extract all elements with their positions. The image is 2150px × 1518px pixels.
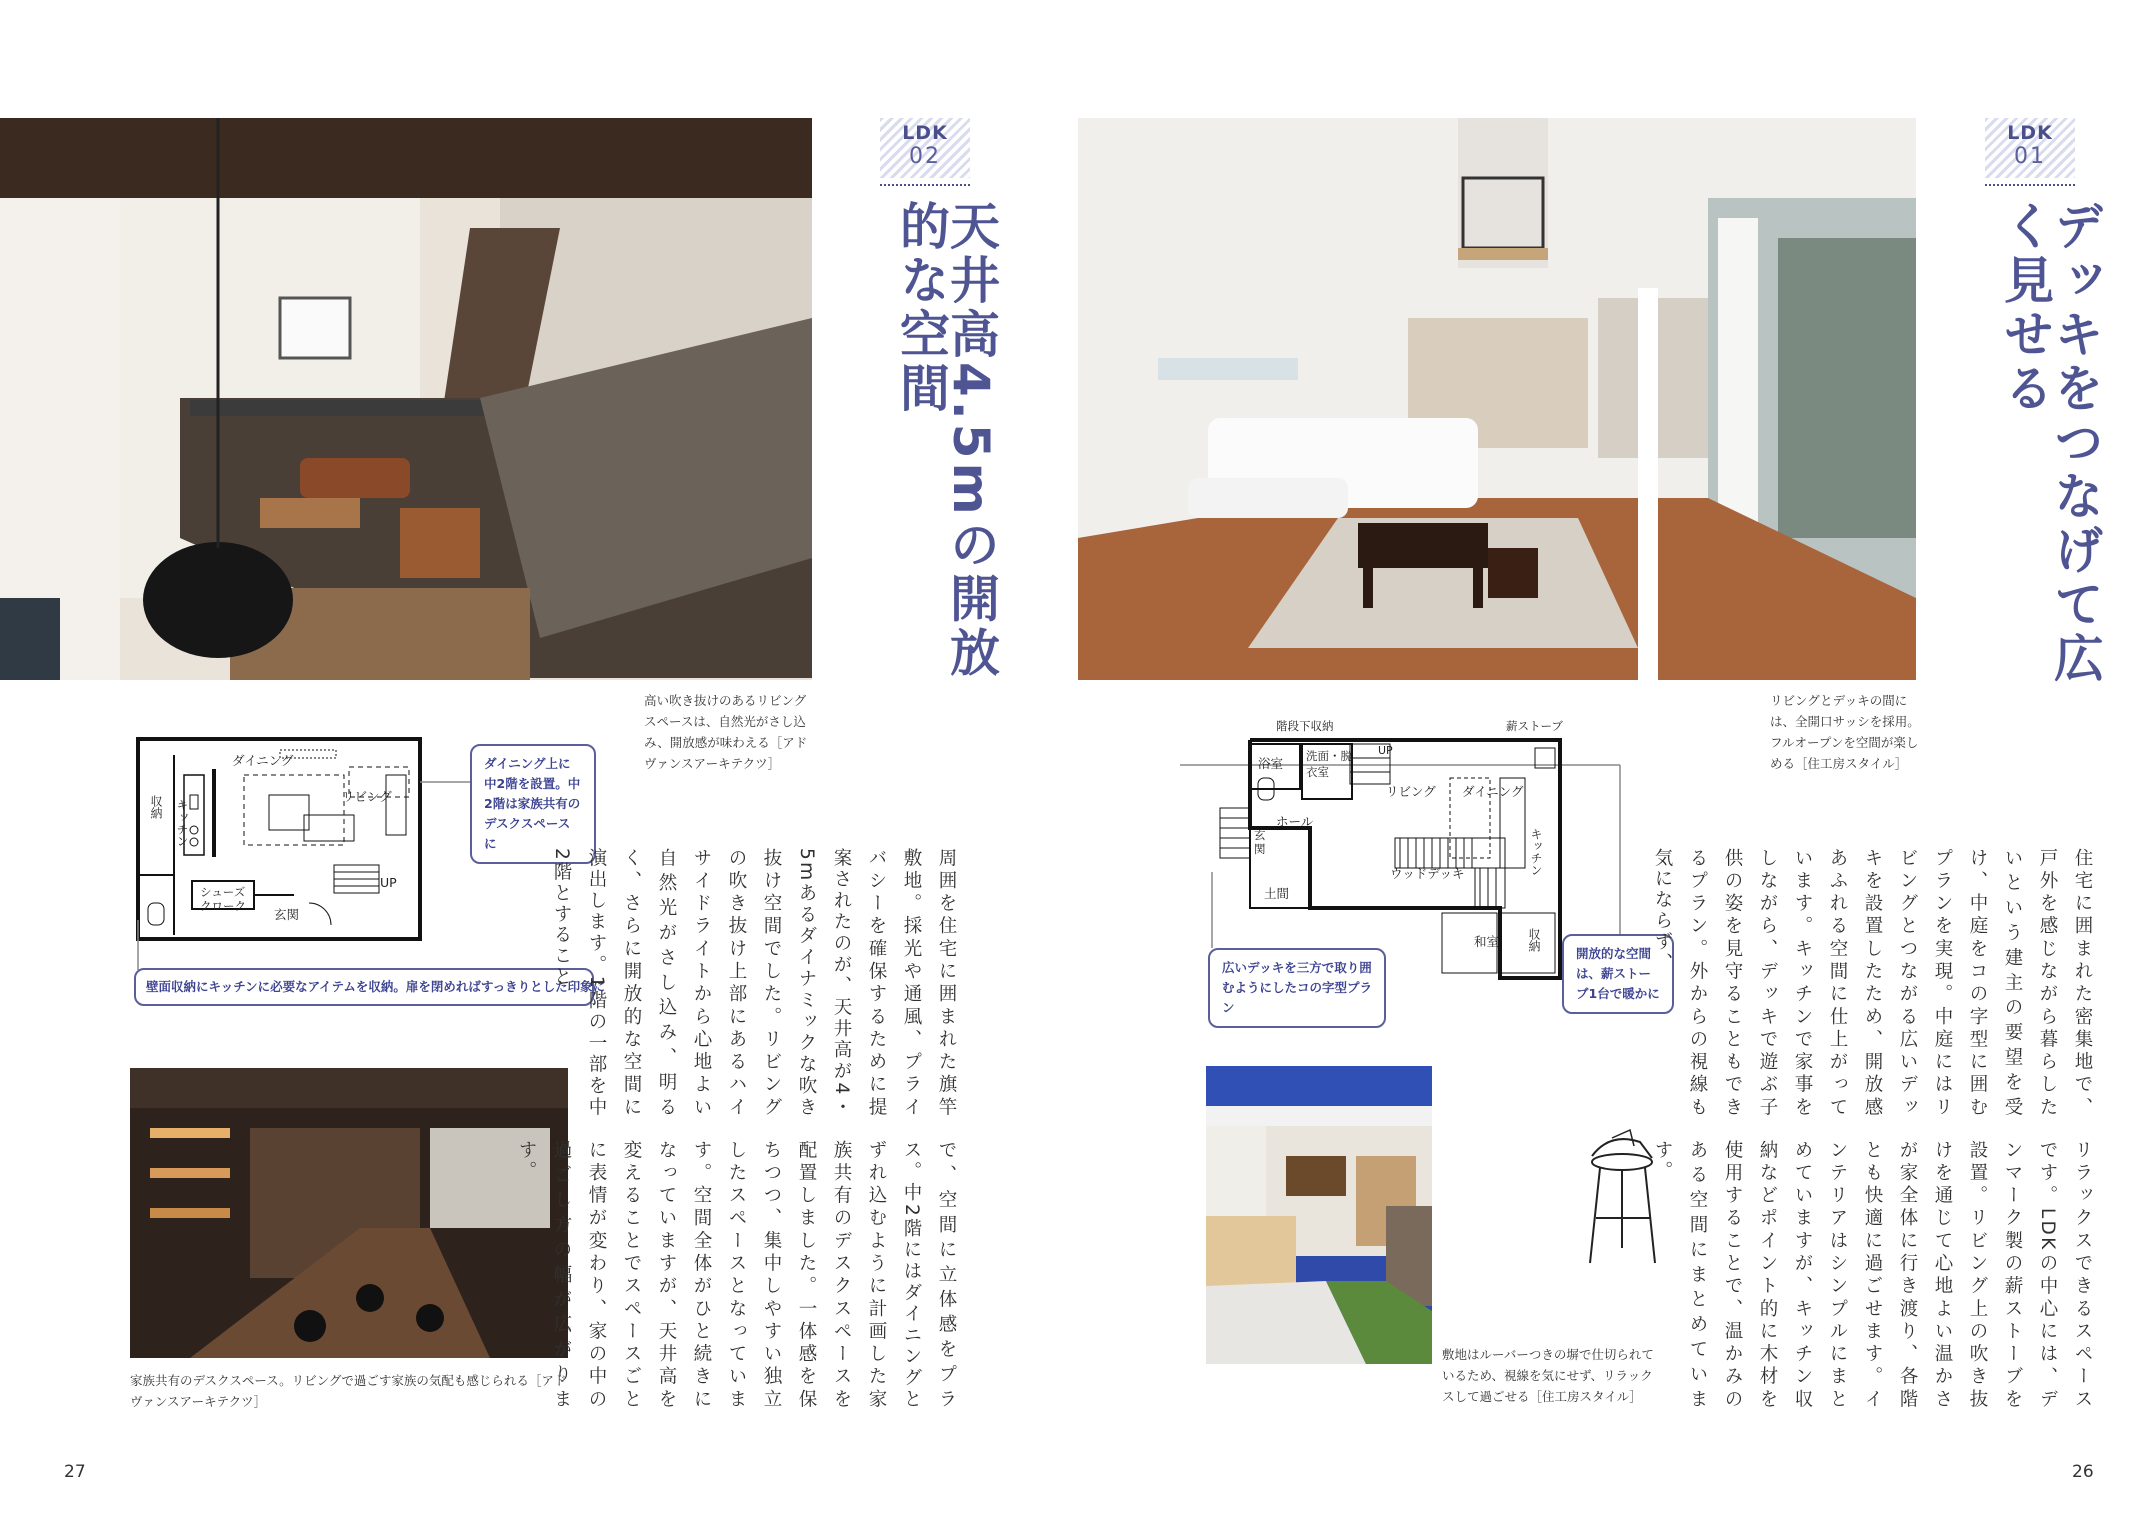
living-photo-caption: 高い吹き抜けのあるリビングスペースは、自然光がさし込み、開放感が味わえる［アドヴァンスアーキテクツ］ [644, 693, 808, 771]
courtyard-exterior-photo [1206, 1066, 1432, 1364]
desk-space-photo [130, 1068, 568, 1358]
plan-label-storage: 収納 [1527, 928, 1541, 952]
plan-label-doma: 土間 [1264, 886, 1290, 901]
plan-label-entrance: 玄関 [1254, 828, 1266, 856]
tag-number: 01 [2014, 144, 2046, 169]
plan-note-stove: 開放的な空間は、薪ストーブ1台で暖かに [1562, 934, 1674, 1014]
living-photo-ldk01-caption: リビングとデッキの間には、全開口サッシを採用。フルオープンを空間が楽しめる［住工房スタイル］ [1770, 693, 1920, 771]
tag-number: 02 [909, 144, 941, 169]
page-number-right: 26 [2072, 1462, 2094, 1482]
plan-label-wash: 洗面・脱衣室 [1306, 749, 1352, 779]
section-tag-ldk01 [1985, 118, 2075, 178]
plan-label-stove: 薪ストーブ [1506, 719, 1563, 733]
plan-label-kitchen: キッチン [175, 799, 189, 847]
body-text-ldk01-upper: 住宅に囲まれた密集地で、戸外を感じながら暮らしたいという建主の要望を受け、中庭をコの字型に囲むプランを実現。中庭にはリビングとつながる広いデッキを設置したため、開放感あふれる空間に仕上がっています。キッチンで家事をしながら、デッキで遊ぶ子供の姿を見守ることもできるプラン。外からの視線も気にならず、 [1652, 848, 2093, 1118]
plan-label-washitsu: 和室 [1474, 934, 1500, 949]
section-title-ldk02: 天井高4.5mの開放的な空間 [892, 200, 1000, 681]
plan-label-deck: ウッドデッキ [1390, 866, 1465, 881]
body-text-ldk02-lower: で、空間に立体感をプラス。中2階にはダイニングとずれ込むように計画した家族共有のデスクスペースを配置しました。一体感を保ちつつ、集中しやすい独立したスペースとなっています。空間全体がひと続きになっていますが、天井高を変えることでスペースごとに表情が変わり、家の中の過ごし方の幅が広がります。 [516, 1140, 957, 1410]
tag-divider [1985, 184, 2075, 186]
section-title-ldk01: デッキをつなげて広く見せる [1996, 200, 2104, 686]
page-number-left: 27 [64, 1462, 86, 1482]
plan-label-hall: ホール [1276, 814, 1314, 829]
plan-note-deck: 広いデッキを三方で取り囲むようにしたコの字型プラン [1208, 948, 1386, 1028]
plan-label-living: リビング [1386, 784, 1436, 799]
plan-label-entrance: 玄関 [274, 907, 300, 922]
plan-label-shoes: シューズクローク [200, 885, 246, 913]
tag-label: LDK [902, 122, 948, 144]
body-text-ldk01-lower: リラックスできるスペースです。LDKの中心には、デンマーク製の薪ストーブを設置。リビング上の吹き抜けを通じて心地よい温かさが家全体に行き渡り、各階とも快適に過ごせます。インテリアはシンプルにまとめていますが、キッチン収納などポイント的に木材を使用することで、温かみのある空間にまとめています。 [1652, 1140, 2093, 1410]
plan-note-dining: ダイニング上に中2階を設置。中2階は家族共有のデスクスペースに [470, 744, 596, 864]
plan-label-up: UP [1378, 744, 1393, 757]
desk-photo-caption: 家族共有のデスクスペース。リビングで過ごす家族の気配も感じられる［アドヴァンスアーキテクツ］ [130, 1373, 567, 1409]
living-photo-ldk01 [1078, 118, 1916, 680]
plan-label-dining: ダイニング [1462, 784, 1524, 799]
floor-plan-ldk01 [1210, 718, 1570, 983]
plan-label-stair-storage: 階段下収納 [1276, 719, 1334, 733]
plan-label-storage: 収納 [149, 795, 163, 819]
tag-label: LDK [2007, 122, 2053, 144]
plan-label-kitchen: キッチン [1529, 828, 1543, 876]
plan-note-kitchen: 壁面収納にキッチンに必要なアイテムを収納。扉を閉めればすっきりとした印象に [134, 968, 594, 1006]
plan-label-up: UP [380, 875, 397, 890]
plan-label-dining: ダイニング [232, 753, 294, 768]
exterior-photo-caption: 敷地はルーバーつきの塀で仕切られているため、視線を気にせず、リラックスして過ごせる［住工房スタイル］ [1442, 1347, 1654, 1404]
body-text-ldk02-upper: 周囲を住宅に囲まれた旗竿敷地。採光や通風、プライバシーを確保するために提案されたのが、天井高が4・5mあるダイナミックな吹き抜け空間でした。リビングの吹き抜け上部にあるハイサイドライトから心地よい自然光がさし込み、明るく、さらに開放的な空間に演出します。1階の一部を中2階とすること [551, 848, 957, 1118]
plan-label-bath: 浴室 [1258, 756, 1284, 771]
plan-label-living: リビング [342, 789, 392, 804]
